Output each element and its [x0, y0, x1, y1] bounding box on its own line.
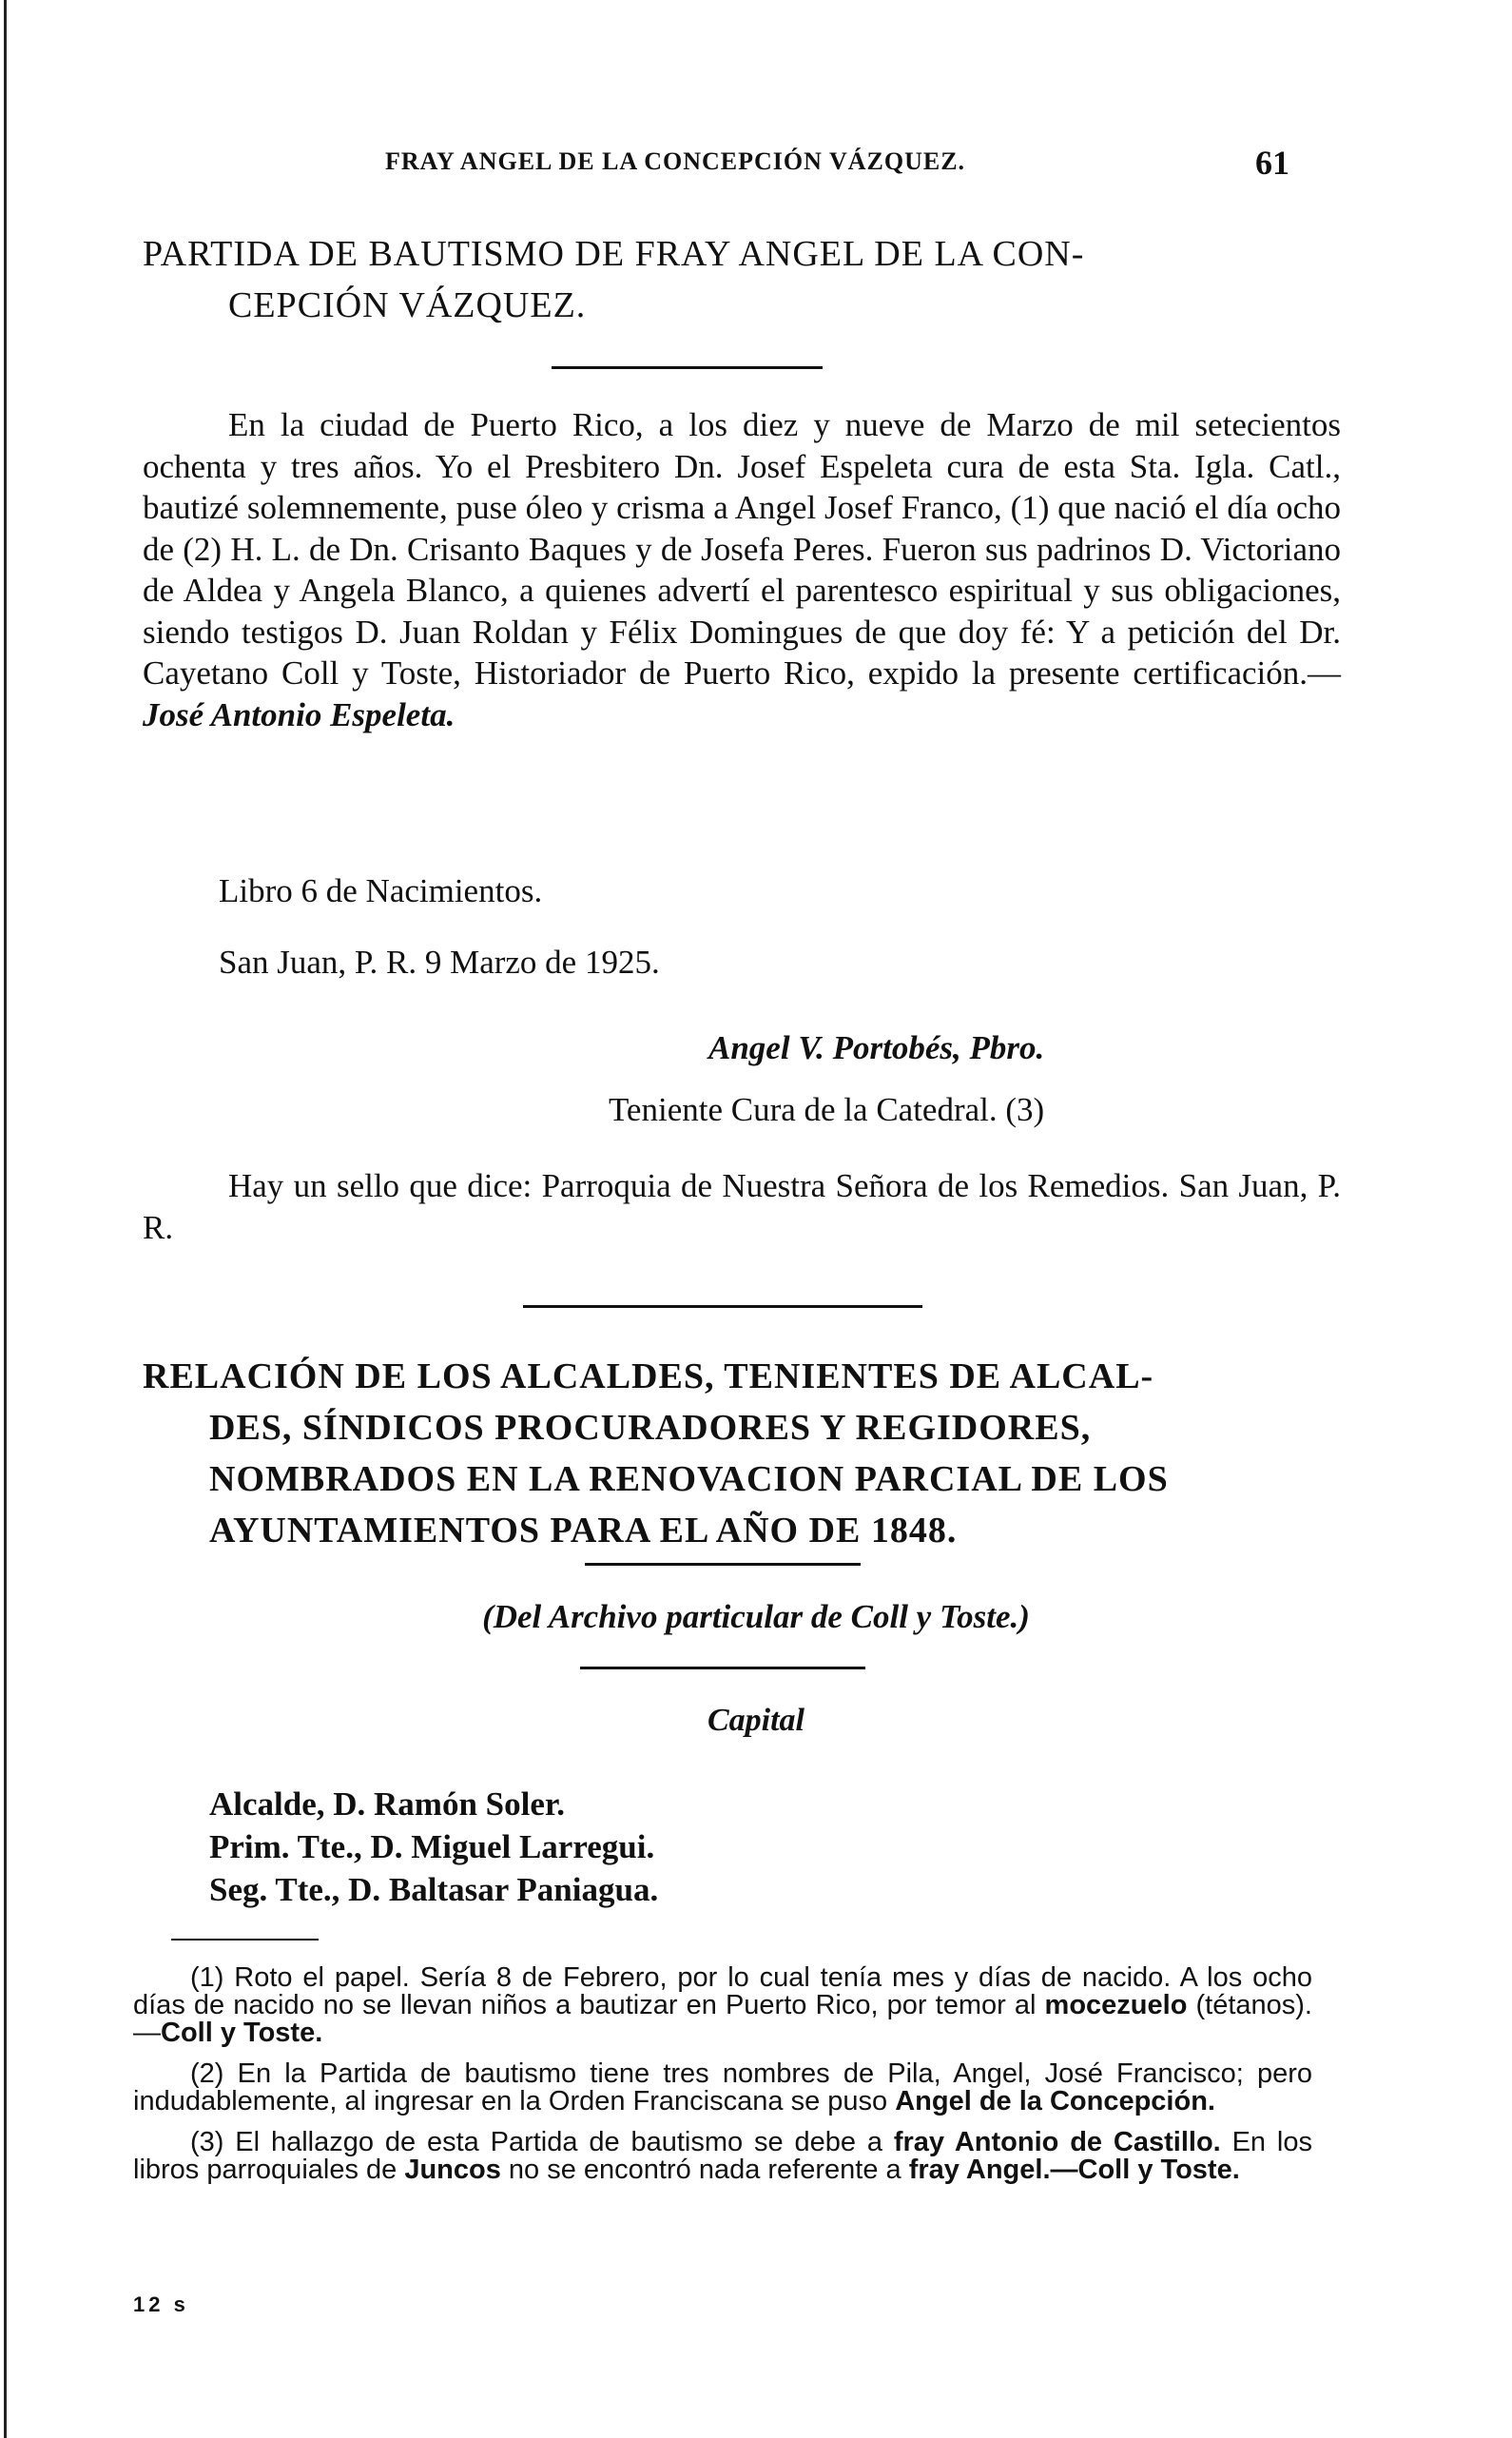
divider-rule	[523, 1305, 922, 1308]
relation-title-line3: NOMBRADOS EN LA RENOVACION PARCIAL DE LOS	[209, 1459, 1169, 1499]
baptism-title-line1: PARTIDA DE BAUTISMO DE FRAY ANGEL DE LA CON-	[143, 234, 1085, 274]
footnote-emphasis: fray Antonio de Castillo.	[893, 2127, 1221, 2157]
footnote-2	[133, 2060, 1312, 2116]
stamp-note: Hay un sello que dice: Parroquia de Nuestra Señora de los Remedios. San Juan, P. R.	[143, 1167, 1341, 1246]
footnote-emphasis: Angel de la Concepción.	[895, 2086, 1215, 2116]
divider-rule	[585, 1563, 861, 1566]
appointment-line: Alcalde, D. Ramón Soler.	[209, 1785, 565, 1823]
appointment-line: Seg. Tte., D. Baltasar Paniagua.	[209, 1871, 659, 1908]
page-edge	[4, 0, 7, 2438]
signer-role: Teniente Cura de la Catedral. (3)	[609, 1091, 1045, 1128]
appointment-line: Prim. Tte., D. Miguel Larregui.	[209, 1828, 655, 1865]
relation-title	[143, 1351, 1341, 1556]
divider-rule	[580, 1667, 865, 1669]
baptism-record-paragraph	[143, 404, 1341, 735]
footnote-text: no se encontró nada referente a	[500, 2155, 909, 2185]
relation-title-line1: RELACIÓN DE LOS ALCALDES, TENIENTES DE ALCAL-	[143, 1356, 1154, 1396]
footnote-text: (1) Roto el papel. Sería 8 de Febrero, por lo cual tenía mes y días de nacido. A los ocho días de nacido no se llevan niños a bautizar en Puerto Rico, por temor al	[133, 1962, 1312, 2020]
relation-title-line2: DES, SÍNDICOS PROCURADORES Y REGIDORES,	[209, 1408, 1092, 1448]
footnote-text: (3) El hallazgo de esta Partida de bautismo se debe a	[190, 2127, 894, 2157]
footnote-text: (2) En la Partida de bautismo tiene tres nombres de Pila, Angel, José Francisco; pero indudablemente, al ingresar en la Orden Franciscana se puso	[133, 2058, 1312, 2116]
footnote-emphasis: Juncos	[404, 2155, 501, 2185]
baptism-title-line2: CEPCIÓN VÁZQUEZ.	[228, 285, 587, 325]
footnote-text: (tétanos).—	[133, 1990, 1312, 2048]
baptism-record-text: En la ciudad de Puerto Rico, a los diez y nueve de Marzo de mil setecientos ochenta y tres años. Yo el Presbitero Dn. Josef Espeleta cura de esta Sta. Igla. Catl., bautizé solemnemente, puse óleo y crisma a Angel Josef Franco, (1) que nació el día ocho de (2) H. L. de Dn. Crisanto Baques y de Josefa Peres. Fueron sus padrinos D. Victoriano de Aldea y Angela Blanco, a quienes advertí el parentesco espiritual y sus obligaciones, siendo testigos D. Juan Roldan y Félix Domingues de que doy fé: Y a petición del Dr. Cayetano Coll y Toste, Historiador de Puerto Rico, expido la presente certificación.—	[143, 406, 1341, 692]
footnote-text: En los libros parroquiales de	[133, 2127, 1312, 2185]
running-header: FRAY ANGEL DE LA CONCEPCIÓN VÁZQUEZ.	[385, 147, 966, 175]
footnote-rule	[171, 1939, 319, 1941]
footnote-emphasis: Coll y Toste.	[161, 2018, 323, 2048]
printer-signature-mark: 12 s	[133, 2292, 189, 2316]
relation-title-line4: AYUNTAMIENTOS PARA EL AÑO DE 1848.	[209, 1511, 958, 1551]
footnote-3	[133, 2129, 1312, 2184]
book-reference: Libro 6 de Nacimientos.	[219, 872, 543, 909]
footnote-emphasis: mocezuelo	[1044, 1990, 1188, 2020]
footnote-1	[133, 1964, 1312, 2047]
baptism-title	[143, 228, 1341, 331]
signer-name: Angel V. Portobés, Pbro.	[708, 1029, 1045, 1066]
footnotes	[133, 1964, 1312, 2197]
archive-source: (Del Archivo particular de Coll y Toste.)	[482, 1598, 1030, 1635]
section-heading-capital: Capital	[707, 1703, 805, 1738]
baptism-record-signature: José Antonio Espeleta.	[143, 695, 456, 733]
footnote-emphasis: fray Angel.—Coll y Toste.	[908, 2155, 1240, 2185]
divider-rule	[552, 366, 823, 369]
place-date: San Juan, P. R. 9 Marzo de 1925.	[219, 944, 660, 981]
page-number: 61	[1255, 144, 1289, 182]
